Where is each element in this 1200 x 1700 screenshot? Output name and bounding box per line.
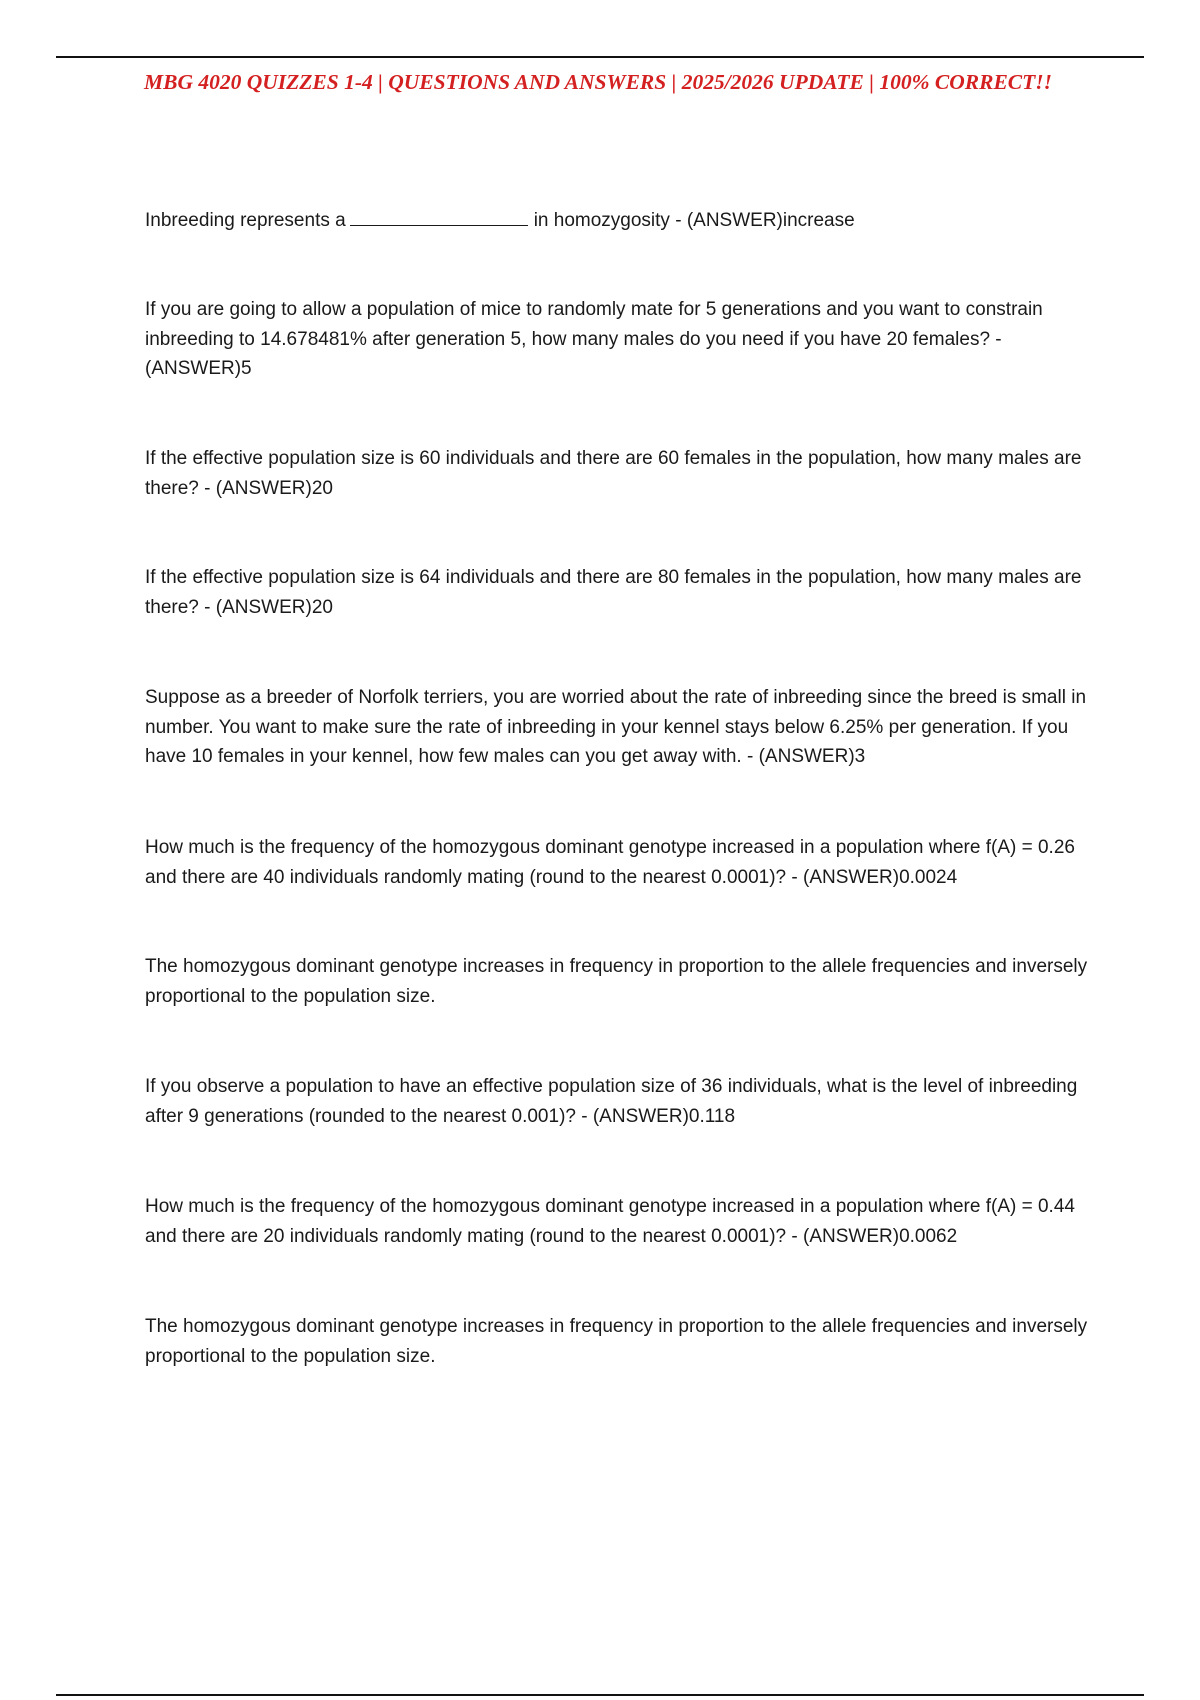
- answer-text: (ANSWER)0.0062: [803, 1225, 958, 1247]
- question-text: How much is the frequency of the homozygous dominant genotype increased in a population where f(A) = 0.26 and there are 40 individuals randomly mating (round to the nearest 0.0001)?: [145, 837, 1075, 888]
- answer-text: (ANSWER)increase: [686, 210, 855, 231]
- explanation-text: The homozygous dominant genotype increases in frequency in proportion to the allele frequencies and inversely proportional to the population size.: [145, 956, 1088, 1007]
- qa-item-1: [145, 206, 1105, 236]
- question-text: How much is the frequency of the homozygous dominant genotype increased in a population where f(A) = 0.44 and there are 20 individuals randomly mating (round to the nearest 0.0001)?: [145, 1196, 1075, 1247]
- answer-text: (ANSWER)0.0024: [803, 866, 958, 888]
- qa-item-3: [145, 444, 1105, 503]
- answer-text: (ANSWER)0.118: [592, 1105, 736, 1127]
- answer-text: (ANSWER)20: [215, 596, 333, 618]
- answer-text: (ANSWER)3: [758, 746, 866, 767]
- question-text-part1: Inbreeding represents a: [145, 210, 346, 231]
- bottom-rule: [56, 1694, 1144, 1696]
- explanation-2: [145, 1312, 1105, 1371]
- separator: -: [198, 596, 216, 618]
- qa-item-8: [145, 1192, 1105, 1251]
- document-title: MBG 4020 QUIZZES 1-4 | QUESTIONS AND ANSWERS | 2025/2026 UPDATE | 100% CORRECT!!: [144, 70, 1052, 94]
- top-rule: [56, 56, 1144, 58]
- separator: -: [786, 866, 804, 888]
- answer-text: (ANSWER)5: [145, 358, 252, 379]
- question-text: Suppose as a breeder of Norfolk terriers, you are worried about the rate of inbreeding since the breed is small in number. You want to make sure the rate of inbreeding in your kennel stays below 6.25% per generation. If you have 10 females in your kennel, how few males can you get away with.: [145, 687, 1087, 767]
- answer-text: (ANSWER)20: [215, 477, 333, 499]
- qa-item-2: [145, 295, 1105, 384]
- explanation-text: The homozygous dominant genotype increases in frequency in proportion to the allele frequencies and inversely proportional to the population size.: [145, 1316, 1088, 1367]
- qa-item-4: [145, 563, 1105, 622]
- separator: -: [669, 210, 687, 231]
- question-text: If you are going to allow a population of mice to randomly mate for 5 generations and you want to constrain inbreeding to 14.678481% after generation 5, how many males do you need if you have 20 females?: [145, 299, 1043, 350]
- qa-item-5: [145, 683, 1105, 772]
- question-text: If the effective population size is 64 individuals and there are 80 females in the population, how many males are there?: [145, 567, 1082, 618]
- question-text: If you observe a population to have an effective population size of 36 individuals, what is the level of inbreeding after 9 generations (rounded to the nearest 0.001)?: [145, 1076, 1078, 1127]
- qa-item-7: [145, 1072, 1105, 1131]
- question-text: If the effective population size is 60 individuals and there are 60 females in the population, how many males are there?: [145, 448, 1082, 499]
- separator: -: [198, 477, 216, 499]
- fill-in-blank: [350, 207, 528, 226]
- question-text-part2: in homozygosity: [533, 210, 670, 231]
- separator: -: [741, 746, 759, 767]
- explanation-1: [145, 952, 1105, 1011]
- qa-item-6: [145, 833, 1105, 892]
- separator: -: [575, 1105, 593, 1127]
- separator: -: [990, 328, 1002, 350]
- separator: -: [786, 1225, 804, 1247]
